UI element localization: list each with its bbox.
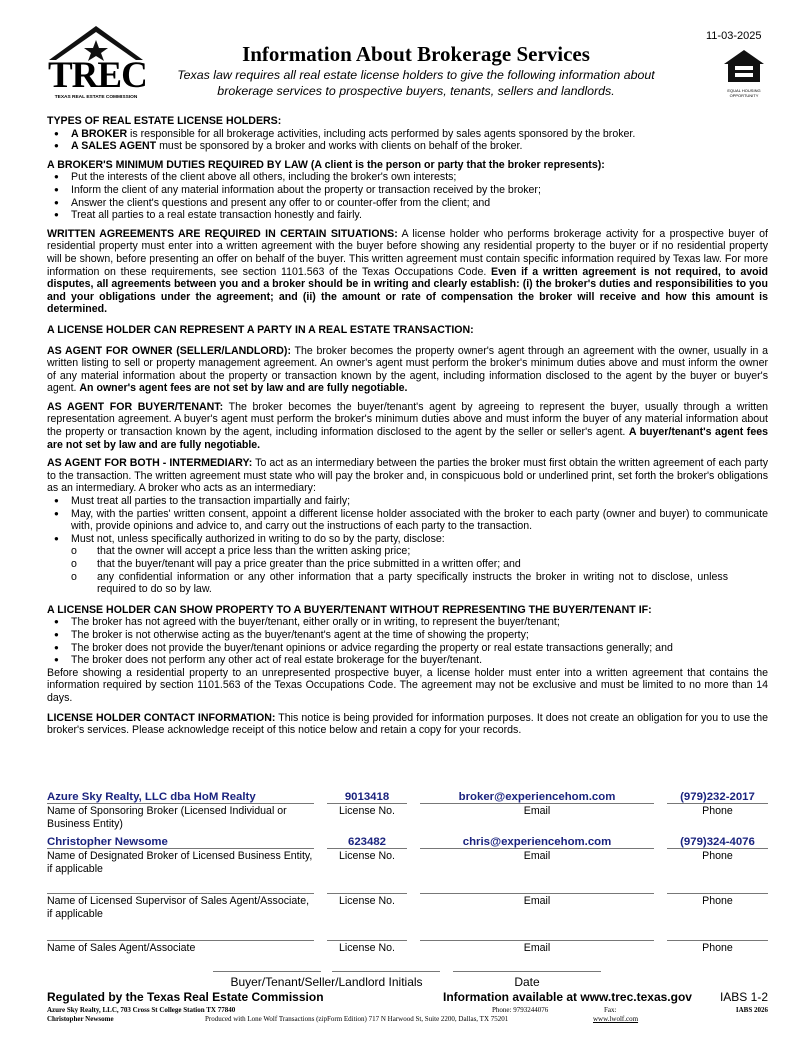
list-item: ● The broker does not provide the buyer/tenant opinions or advice regarding the property or real estate transactions generally; and	[47, 642, 768, 655]
form-body	[47, 115, 768, 737]
supervisor-label: Name of Licensed Supervisor of Sales Agent/Associate, if applicable	[47, 895, 310, 920]
logo-subtext: TEXAS REAL ESTATE COMMISSION	[54, 95, 138, 100]
fine-broker-address: Azure Sky Realty, LLC, 703 Cross St College Station TX 77840	[47, 1006, 236, 1014]
initials-line-1[interactable]	[213, 971, 321, 972]
designated-broker-email-field[interactable]: chris@experiencehom.com	[420, 835, 654, 849]
fine-phone: Phone: 9793244076	[492, 1006, 549, 1014]
disclose-list	[47, 545, 768, 595]
license-label: License No.	[339, 850, 395, 862]
form-date: 11-03-2025	[706, 30, 762, 42]
email-label: Email	[523, 942, 551, 954]
logo-text: TREC	[48, 55, 147, 96]
supervisor-row	[47, 880, 768, 924]
types-heading: TYPES OF REAL ESTATE LICENSE HOLDERS:	[47, 115, 282, 127]
types-list	[47, 128, 768, 153]
page-title: Information About Brokerage Services	[242, 42, 590, 66]
agent-for-buyer-paragraph: AS AGENT FOR BUYER/TENANT: The broker becomes the buyer/tenant's agent by agreeing to represent the buyer, usually through a written representation agreement. A buyer's agent must perform the broker's minimum duties above and must inform the buyer of any material information about the property or transaction known by the agent, including information disclosed to the agent by the seller or seller's agent. A buyer/tenant's agent fees are not set by law and are fully negotiable.	[47, 400, 768, 451]
show-heading: A LICENSE HOLDER CAN SHOW PROPERTY TO A BUYER/TENANT WITHOUT REPRESENTING THE BUYER/TENANT IF:	[47, 603, 652, 616]
initials-line-2[interactable]	[332, 971, 440, 972]
written-agreements-paragraph: WRITTEN AGREEMENTS ARE REQUIRED IN CERTAIN SITUATIONS: A license holder who performs brokerage activity for a prospective buyer of residential property must enter into a written agreement with the buyer before showing any residential property to the buyer or if no residential property will be shown, before presenting an offer on behalf of the buyer. This written agreement must contain specific information required by Texas law. For more information on these requirements, see section 1101.563 of the Texas Occupations Code. Even if a written agreement is not required, to avoid disputes, all agreements between you and a broker should be in writing and clearly establish: (i) the broker's duties and responsibilities to you and your obligations under the agreement; and (ii) the amount or rate of compensation the broker will receive and how this amount is determined.	[47, 227, 769, 316]
broker-email-field[interactable]: broker@experiencehom.com	[420, 790, 654, 804]
fine-fax: Fax:	[604, 1006, 617, 1014]
supervisor-name-field[interactable]	[47, 880, 314, 894]
designated-broker-label: Name of Designated Broker of Licensed Business Entity, if applicable	[47, 850, 313, 875]
list-item: ● Treat all parties to a real estate transaction honestly and fairly.	[47, 209, 768, 222]
list-item: ● The broker does not perform any other act of real estate brokerage for the buyer/tenant.	[47, 654, 768, 667]
designated-broker-phone-field[interactable]: (979)324-4076	[667, 835, 768, 849]
duties-heading: A BROKER'S MINIMUM DUTIES REQUIRED BY LAW (A client is the person or party that the broker represents):	[47, 158, 605, 171]
fine-url-link[interactable]: www.lwolf.com	[593, 1015, 639, 1023]
sales-agent-row	[47, 927, 768, 971]
list-item: ● Must treat all parties to the transaction impartially and fairly;	[47, 495, 768, 508]
designated-broker-license-field[interactable]: 623482	[327, 835, 407, 849]
broker-license-field[interactable]: 9013418	[327, 790, 407, 804]
fine-form-id: IABS 2026	[735, 1006, 768, 1014]
broker-name-field[interactable]: Azure Sky Realty, LLC dba HoM Realty	[47, 790, 314, 804]
eho-text: EQUAL HOUSING OPPORTUNITY	[727, 87, 761, 98]
represent-heading: A LICENSE HOLDER CAN REPRESENT A PARTY IN A REAL ESTATE TRANSACTION:	[47, 323, 474, 336]
email-label: Email	[523, 895, 551, 907]
phone-label: Phone	[702, 942, 733, 954]
intermediary-list	[47, 495, 768, 545]
house-icon	[722, 48, 766, 84]
list-item: ● Must not, unless specifically authorized in writing to do so by the party, disclose:	[47, 533, 768, 546]
broker-phone-field[interactable]: (979)232-2017	[667, 790, 768, 804]
fine-agent-name: Christopher Newsome	[47, 1015, 114, 1023]
list-item: o that the buyer/tenant will pay a price greater than the price submitted in a written offer; and	[71, 558, 768, 571]
license-label: License No.	[339, 805, 395, 817]
list-item: ● A BROKER is responsible for all brokerage activities, including acts performed by sales agents sponsored by the broker.	[47, 128, 768, 141]
supervisor-email-field[interactable]	[420, 880, 654, 894]
agent-for-owner-paragraph: AS AGENT FOR OWNER (SELLER/LANDLORD): The broker becomes the property owner's agent through an agreement with the owner, usually in a written listing to sell or property management agreement. An owner's agent must perform the broker's minimum duties above and must inform the owner of any material information about the property or transaction known by the agent, including information disclosed to the agent by the buyer or buyer's agent. An owner's agent fees are not set by law and are fully negotiable.	[47, 344, 768, 395]
list-item: ● Answer the client's questions and present any offer to or counter-offer from the client; and	[47, 197, 768, 210]
sales-agent-license-field[interactable]	[327, 927, 407, 941]
intermediary-paragraph: AS AGENT FOR BOTH - INTERMEDIARY: To act as an intermediary between the parties the broker must first obtain the written agreement of each party to the transaction. The written agreement must state who will pay the broker and, in conspicuous bold or underlined print, set forth the broker's obligations as an intermediary. A broker who acts as an intermediary:	[47, 457, 768, 495]
list-item: ● The broker has not agreed with the buyer/tenant, either orally or in writing, to represent the buyer/tenant;	[47, 616, 768, 629]
list-item: ● A SALES AGENT must be sponsored by a broker and works with clients on behalf of the broker.	[47, 140, 768, 153]
sales-agent-email-field[interactable]	[420, 927, 654, 941]
list-item: ● Put the interests of the client above all others, including the broker's own interests;	[47, 171, 768, 184]
supervisor-phone-field[interactable]	[667, 880, 768, 894]
show-paragraph: Before showing a residential property to an unrepresented prospective buyer, a license holder must enter into a written agreement that contains the information required by section 1101.563 of the Texas Occupations Code. The agreement may not be exclusive and must be limited to no more than 14 days.	[47, 666, 768, 704]
sponsoring-broker-row	[47, 790, 768, 834]
sales-agent-label: Name of Sales Agent/Associate	[47, 942, 196, 954]
sales-agent-phone-field[interactable]	[667, 927, 768, 941]
duties-list	[47, 171, 768, 221]
list-item: ● The broker is not otherwise acting as the buyer/tenant's agent at the time of showing the property;	[47, 629, 768, 642]
regulated-text: Regulated by the Texas Real Estate Commission	[47, 990, 324, 1004]
supervisor-license-field[interactable]	[327, 880, 407, 894]
phone-label: Phone	[702, 895, 733, 907]
license-label: License No.	[339, 942, 395, 954]
list-item: o that the owner will accept a price less than the written asking price;	[71, 545, 768, 558]
trec-info-text: Information available at www.trec.texas.gov	[443, 990, 692, 1004]
date-line[interactable]	[453, 971, 601, 972]
email-label: Email	[523, 850, 551, 862]
phone-label: Phone	[702, 805, 733, 817]
contact-paragraph: LICENSE HOLDER CONTACT INFORMATION: This notice is being provided for information purposes. It does not create an obligation for you to use the broker's services. Please acknowledge receipt of this notice below and retain a copy for your records.	[47, 711, 769, 737]
equal-housing-logo	[720, 48, 768, 96]
form-id: IABS 1-2	[719, 990, 768, 1004]
page-subtitle: Texas law requires all real estate license holders to give the following information about brokerage services to prospective buyers, tenants, sellers and landlords.	[177, 68, 655, 98]
trec-logo	[48, 26, 147, 104]
list-item: o any confidential information or any other information that a party specifically instructs the broker in writing not to disclose, unless required to do so by law.	[71, 571, 768, 596]
license-label: License No.	[339, 895, 395, 907]
email-label: Email	[523, 805, 551, 817]
initials-label: Buyer/Tenant/Seller/Landlord Initials	[230, 975, 423, 989]
list-item: ● Inform the client of any material information about the property or transaction received by the broker;	[47, 184, 768, 197]
designated-broker-row	[47, 835, 768, 879]
designated-broker-name-field[interactable]: Christopher Newsome	[47, 835, 314, 849]
sales-agent-name-field[interactable]	[47, 927, 314, 941]
broker-name-label: Name of Sponsoring Broker (Licensed Individual or Business Entity)	[47, 805, 287, 830]
date-label: Date	[514, 975, 540, 989]
fine-produced: Produced with Lone Wolf Transactions (zipForm Edition) 717 N Harwood St, Suite 2200, Dallas, TX 75201	[205, 1015, 509, 1023]
phone-label: Phone	[702, 850, 733, 862]
list-item: ● May, with the parties' written consent, appoint a different license holder associated with the broker to each party (owner and buyer) to communicate with, provide opinions and advice to, and carry out the instructions of each party to the transaction.	[47, 508, 768, 533]
show-list	[47, 616, 768, 666]
